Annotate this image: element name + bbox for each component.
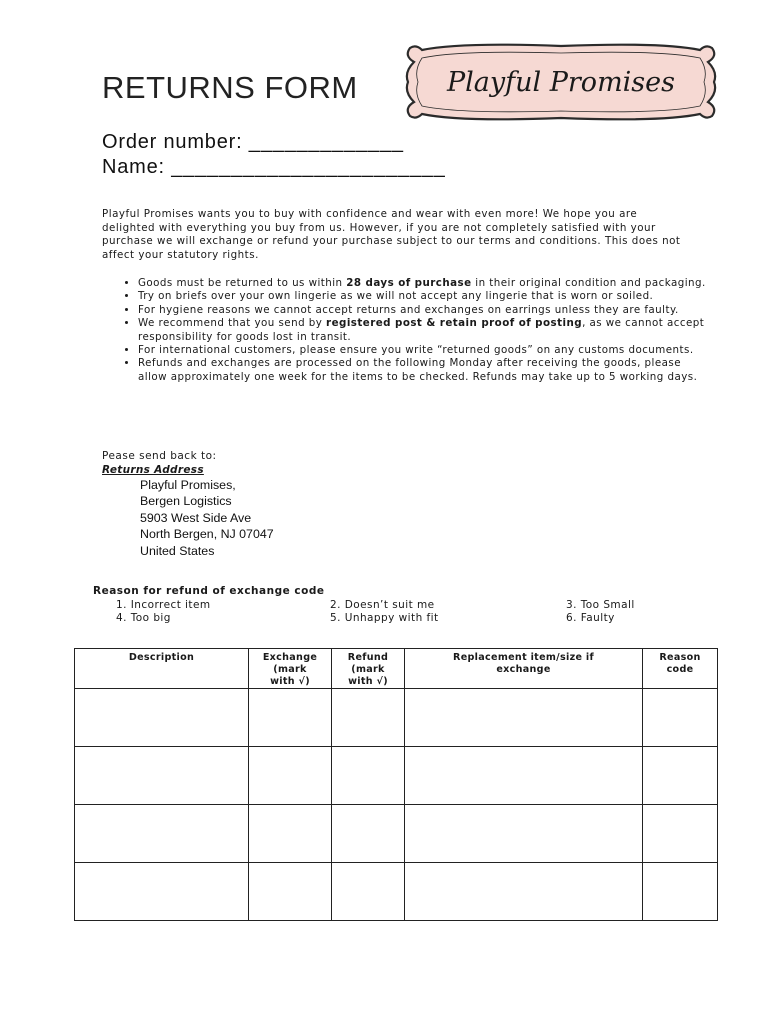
name-field[interactable]: Name: _______________________: [102, 156, 446, 178]
reason-code-5: 5. Unhappy with fit: [330, 612, 439, 624]
address-line: 5903 West Side Ave: [140, 510, 252, 525]
reason-code-6: 6. Faulty: [566, 612, 615, 624]
header-exchange: Exchange (mark with √): [249, 649, 332, 689]
reason-code-4: 4. Too big: [116, 612, 171, 624]
intro-paragraph: Playful Promises wants you to buy with confidence and wear with even more! We hope you are delighted with everything you buy from us. However, if you are not completely satisfied with your purchase we will exchange or refund your purchase subject to our terms and conditions. This does not affect your statutory rights.: [102, 208, 681, 261]
replacement-cell[interactable]: [405, 805, 643, 863]
address-line: Playful Promises,: [140, 478, 236, 492]
refund-cell[interactable]: [332, 863, 405, 921]
table-row: [75, 863, 718, 921]
header-replacement: Replacement item/size if exchange: [405, 649, 643, 689]
replacement-cell[interactable]: [405, 689, 643, 747]
reason-code-cell[interactable]: [643, 747, 718, 805]
description-cell[interactable]: [75, 805, 249, 863]
reason-code-2: 2. Doesn’t suit me: [330, 599, 435, 611]
address-line: Bergen Logistics: [140, 494, 232, 509]
logo-text: Playful Promises: [446, 67, 676, 98]
exchange-cell[interactable]: [249, 805, 332, 863]
returns-address-heading: Returns Address: [102, 464, 204, 476]
refund-cell[interactable]: [332, 689, 405, 747]
description-cell[interactable]: [75, 863, 249, 921]
reason-code-1: 1. Incorrect item: [116, 599, 211, 611]
header-refund: Refund (mark with √): [332, 649, 405, 689]
list-item: • Try on briefs over your own lingerie as we will not accept any lingerie that is worn or soiled.: [138, 290, 708, 303]
table-row: [75, 805, 718, 863]
returns-table: [74, 648, 718, 921]
table-row: [75, 747, 718, 805]
list-item: • Refunds and exchanges are processed on the following Monday after receiving the goods, please allow approximately one week for the items to be checked. Refunds may take up to 5 working days.: [138, 357, 708, 384]
refund-cell[interactable]: [332, 805, 405, 863]
header-description: Description: [75, 649, 249, 689]
page-title: RETURNS FORM: [102, 70, 358, 105]
table-header-row: [75, 649, 718, 689]
send-back-label: Pease send back to:: [102, 450, 217, 462]
list-item: • For hygiene reasons we cannot accept returns and exchanges on earrings unless they are faulty.: [138, 304, 708, 317]
list-item: • Goods must be returned to us within 28 days of purchase in their original condition and packaging.: [138, 277, 708, 290]
playful-promises-logo: [400, 42, 722, 122]
order-number-field[interactable]: Order number: _____________: [102, 131, 404, 153]
reason-code-cell[interactable]: [643, 863, 718, 921]
address-line: North Bergen, NJ 07047: [140, 527, 274, 542]
exchange-cell[interactable]: [249, 747, 332, 805]
replacement-cell[interactable]: [405, 863, 643, 921]
list-item: • We recommend that you send by registered post & retain proof of posting, as we cannot accept responsibility for goods lost in transit.: [138, 317, 708, 344]
replacement-cell[interactable]: [405, 747, 643, 805]
reason-code-3: 3. Too Small: [566, 599, 635, 611]
reason-codes-heading: Reason for refund of exchange code: [93, 585, 325, 597]
exchange-cell[interactable]: [249, 689, 332, 747]
table-row: [75, 689, 718, 747]
reason-code-cell[interactable]: [643, 689, 718, 747]
refund-cell[interactable]: [332, 747, 405, 805]
exchange-cell[interactable]: [249, 863, 332, 921]
terms-list: [120, 277, 708, 384]
description-cell[interactable]: [75, 689, 249, 747]
returns-address: [140, 477, 274, 559]
address-line: United States: [140, 543, 215, 558]
description-cell[interactable]: [75, 747, 249, 805]
reason-code-cell[interactable]: [643, 805, 718, 863]
header-reason-code: Reason code: [643, 649, 718, 689]
list-item: • For international customers, please ensure you write “returned goods” on any customs documents.: [138, 344, 708, 357]
